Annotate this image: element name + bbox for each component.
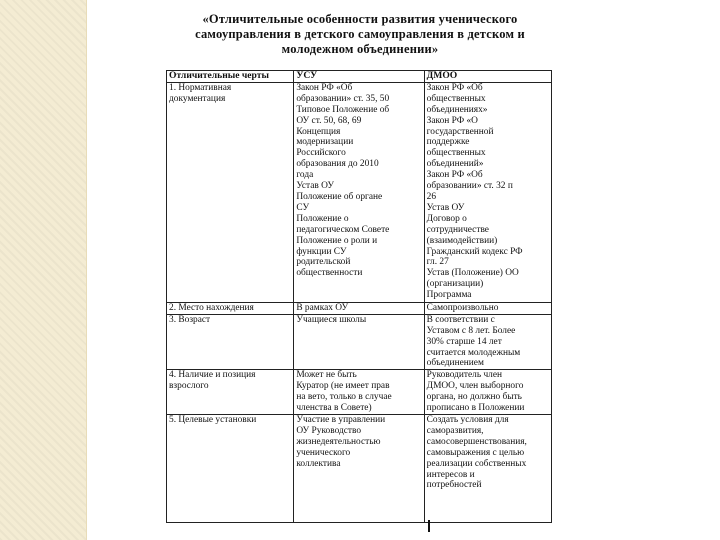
table-cell-dmoo	[424, 82, 551, 302]
cell-text-line: Положение о роли и	[296, 235, 378, 246]
cell-text-line: 30% старше 14 лет	[426, 336, 502, 347]
cell-text-line: считается молодежным	[426, 347, 521, 358]
table-cell-feature	[167, 370, 294, 415]
cell-text-line: родительской	[296, 257, 351, 268]
text-cursor	[428, 520, 430, 532]
cell-text-line: Положение об органе	[296, 191, 383, 202]
cell-text-line: ДМОО, член выборного	[426, 381, 524, 392]
cell-text-line: (взаимодействии)	[426, 235, 498, 246]
table-cell-usu	[294, 302, 424, 314]
cell-text-line: образования до 2010	[296, 159, 379, 170]
cell-text-line: Создать условия для	[426, 414, 509, 425]
cell-text-line: Закон РФ «Об	[426, 170, 483, 181]
cell-text-line: функции СУ	[296, 246, 347, 257]
cell-text-line: органа, но должно быть	[426, 392, 522, 403]
cell-text-line: государственной	[426, 126, 494, 137]
cell-text-line: 4. Наличие и позиция	[169, 370, 256, 381]
header-dmoo: ДМОО	[424, 71, 551, 83]
cell-text-line: образовании» ст. 32 п	[426, 181, 513, 192]
cell-text-line: образовании» ст. 35, 50	[296, 93, 390, 104]
cell-text-line: Закон РФ «О	[426, 115, 478, 126]
cell-text-line: Закон РФ «Об	[296, 82, 353, 93]
table-cell-dmoo	[424, 302, 551, 314]
cell-text-line: В рамках ОУ	[296, 302, 349, 313]
cell-text-line: Участие в управлении	[296, 414, 386, 425]
table-row	[167, 314, 552, 370]
table-row	[167, 370, 552, 415]
cell-text-line: педагогическом Совете	[296, 224, 390, 235]
cell-text-line: документация	[169, 93, 226, 104]
table-cell-dmoo	[424, 314, 551, 370]
cell-text-line: поддержке	[426, 137, 470, 148]
cell-text-line: ОУ Руководство	[296, 425, 362, 436]
table-cell-usu	[294, 314, 424, 370]
cell-text-line: коллектива	[296, 458, 341, 469]
table-row	[167, 302, 552, 314]
table-cell-feature	[167, 414, 294, 522]
cell-text-line: интересов и	[426, 469, 475, 480]
cell-text-line: реализации собственных	[426, 458, 527, 469]
table-row	[167, 82, 552, 302]
cell-text-line: модернизации	[296, 137, 354, 148]
title-line-1: «Отличительные особенности развития ученического	[202, 12, 518, 26]
table-cell-dmoo	[424, 370, 551, 415]
cell-text-line: жизнедеятельностью	[296, 436, 381, 447]
header-usu: УСУ	[294, 71, 424, 83]
cell-text-line: 5. Целевые установки	[169, 414, 257, 425]
cell-text-line: Учащиеся школы	[296, 314, 367, 325]
table-cell-usu	[294, 82, 424, 302]
cell-text-line: взрослого	[169, 381, 209, 392]
header-features: Отличительные черты	[167, 71, 294, 83]
cell-text-line: саморазвития,	[426, 425, 484, 436]
cell-text-line: Руководитель член	[426, 370, 503, 381]
cell-text-line: Гражданский кодекс РФ	[426, 246, 523, 257]
cell-text-line: гл. 27	[426, 257, 449, 268]
cell-text-line: общественности	[296, 268, 363, 279]
cell-text-line: Куратор (не имеет прав	[296, 381, 390, 392]
cell-text-line: Уставом с 8 лет. Более	[426, 325, 516, 336]
cell-text-line: членства в Совете)	[296, 403, 372, 414]
comparison-table	[166, 70, 552, 523]
title-line-2: самоуправления в детского самоуправления в детском и	[195, 27, 525, 41]
cell-text-line: Закон РФ «Об	[426, 82, 483, 93]
cell-text-line: самовыражения с целью	[426, 447, 525, 458]
cell-text-line: потребностей	[426, 480, 482, 491]
cell-text-line: 1. Нормативная	[169, 82, 232, 93]
cell-text-line: прописано в Положении	[426, 403, 525, 414]
cell-text-line: Устав ОУ	[426, 202, 465, 213]
cell-text-line: 26	[426, 191, 437, 202]
table-cell-usu	[294, 370, 424, 415]
cell-text-line: (организации)	[426, 279, 484, 290]
cell-text-line: Договор о	[426, 213, 467, 224]
decorative-side-stripe	[0, 0, 87, 540]
table-cell-feature	[167, 314, 294, 370]
cell-text-line: ученического	[296, 447, 351, 458]
table-cell-feature	[167, 302, 294, 314]
cell-text-line: СУ	[296, 202, 310, 213]
cell-text-line: объединений»	[426, 159, 484, 170]
table-cell-dmoo	[424, 414, 551, 522]
cell-text-line: общественных	[426, 93, 486, 104]
cell-text-line: Положение о	[296, 213, 349, 224]
table-header-row	[167, 71, 552, 83]
cell-text-line: Может не быть	[296, 370, 357, 381]
table-row	[167, 414, 552, 522]
cell-text-line: ОУ ст. 50, 68, 69	[296, 115, 362, 126]
cell-text-line: 2. Место нахождения	[169, 302, 254, 313]
cell-text-line: на вето, только в случае	[296, 392, 392, 403]
cell-text-line: Самопроизвольно	[426, 302, 499, 313]
cell-text-line: Российского	[296, 148, 346, 159]
table-cell-feature	[167, 82, 294, 302]
cell-text-line: В соответствии с	[426, 314, 495, 325]
cell-text-line: Устав (Положение) ОО	[426, 268, 519, 279]
cell-text-line: Программа	[426, 290, 472, 301]
cell-text-line: года	[296, 170, 314, 181]
cell-text-line: самосовершенствования,	[426, 436, 527, 447]
cell-text-line: сотрудничестве	[426, 224, 489, 235]
cell-text-line: Концепция	[296, 126, 341, 137]
cell-text-line: 3. Возраст	[169, 314, 211, 325]
cell-text-line: объединением	[426, 358, 484, 369]
cell-text-line: объединениях»	[426, 104, 488, 115]
cell-text-line: общественных	[426, 148, 486, 159]
cell-text-line: Устав ОУ	[296, 181, 335, 192]
page-title	[150, 12, 570, 57]
title-line-3: молодежном объединении»	[281, 42, 439, 56]
table-cell-usu	[294, 414, 424, 522]
cell-text-line: Типовое Положение об	[296, 104, 390, 115]
